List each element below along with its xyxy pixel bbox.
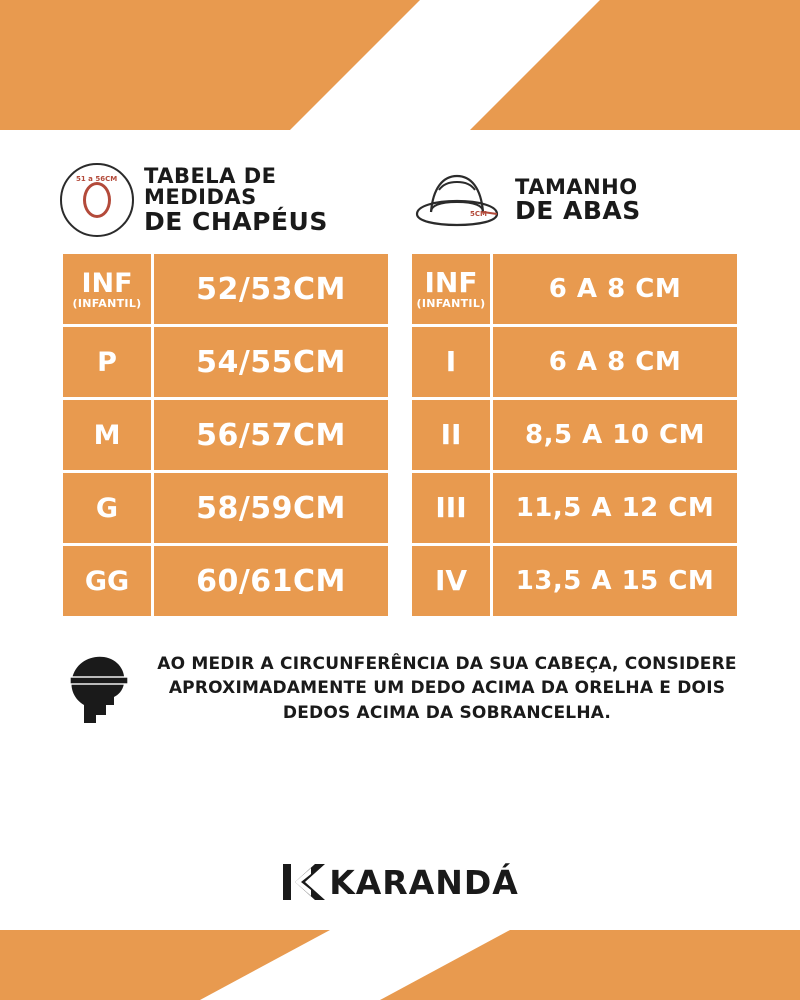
brim-size-title-line2: DE ABAS: [515, 195, 641, 225]
brim-size-panel: [409, 155, 740, 619]
brim-key-cell: [412, 327, 490, 397]
table-row: [63, 546, 388, 616]
table-row: [412, 400, 737, 470]
size-key-cell: [63, 546, 151, 616]
size-key-label: G: [95, 492, 119, 524]
karanda-mark-icon: [281, 862, 325, 902]
tables-row: [0, 130, 800, 619]
table-row: [63, 473, 388, 543]
table-row: [412, 546, 737, 616]
decorative-corner-bottom-right: [380, 930, 800, 1000]
table-row: [63, 254, 388, 324]
brim-key-sublabel: (INFANTIL): [416, 297, 486, 310]
hat-size-header: [60, 155, 391, 245]
size-key-label: INF: [81, 267, 133, 299]
measurement-note-text: AO MEDIR A CIRCUNFERÊNCIA DA SUA CABEÇA, CONSIDERE APROXIMADAMENTE UM DEDO ACIMA DA ORELHA E DOIS DEDOS ACIMA DA SOBRANCELHA.: [157, 654, 737, 723]
size-key-label: GG: [84, 565, 130, 597]
hat-size-panel: [60, 155, 391, 619]
size-key-cell: [63, 473, 151, 543]
brim-value-cell: 6 A 8 CM: [493, 327, 737, 397]
head-measure-icon: [62, 647, 138, 730]
size-value-cell: 58/59CM: [154, 473, 388, 543]
hat-size-title-line2: DE CHAPÉUS: [144, 206, 328, 236]
brim-key-cell: [412, 254, 490, 324]
table-row: [412, 473, 737, 543]
brim-size-title: [515, 174, 641, 225]
hat-size-table: [60, 251, 391, 619]
size-key-cell: [63, 327, 151, 397]
brand-logo: [0, 862, 800, 902]
hat-brim-icon: [409, 168, 505, 232]
size-key-sublabel: (INFANTIL): [72, 296, 142, 310]
size-key-label: M: [93, 419, 121, 451]
size-value-cell: 60/61CM: [154, 546, 388, 616]
brim-key-label: IV: [434, 564, 468, 597]
brim-key-cell: [412, 546, 490, 616]
brand-name: KARANDÁ: [329, 862, 519, 902]
size-key-cell: [63, 400, 151, 470]
brim-size-header: [409, 155, 740, 245]
brim-value-cell: 13,5 A 15 CM: [493, 546, 737, 616]
hat-size-title-line1: TABELA DE MEDIDAS: [144, 163, 277, 210]
measurement-note: [0, 619, 800, 730]
decorative-corner-top-left: [0, 0, 420, 130]
hat-size-title: [144, 163, 391, 236]
brim-key-label: III: [435, 491, 467, 524]
brim-value-cell: 11,5 A 12 CM: [493, 473, 737, 543]
size-key-label: P: [97, 346, 117, 378]
hat-icon-caption: 5CM: [470, 210, 487, 218]
table-row: [63, 400, 388, 470]
brim-key-cell: [412, 473, 490, 543]
size-value-cell: 52/53CM: [154, 254, 388, 324]
brim-key-cell: [412, 400, 490, 470]
brim-value-cell: 8,5 A 10 CM: [493, 400, 737, 470]
brim-value-cell: 6 A 8 CM: [493, 254, 737, 324]
circle-icon-caption: 51 a 56CM: [76, 175, 118, 183]
decorative-corner-top-right: [470, 0, 800, 130]
size-value-cell: 54/55CM: [154, 327, 388, 397]
table-row: [412, 327, 737, 397]
size-key-cell: [63, 254, 151, 324]
brim-key-label: I: [445, 345, 457, 378]
table-row: [412, 254, 737, 324]
table-row: [63, 327, 388, 397]
head-circumference-circle-icon: [60, 163, 134, 237]
brim-key-label: INF: [424, 266, 478, 299]
brim-size-title-line1: TAMANHO: [515, 174, 638, 199]
decorative-corner-bottom-left: [0, 930, 330, 1000]
brim-key-label: II: [440, 418, 462, 451]
size-value-cell: 56/57CM: [154, 400, 388, 470]
brim-size-table: [409, 251, 740, 619]
chart-content: [0, 130, 800, 930]
